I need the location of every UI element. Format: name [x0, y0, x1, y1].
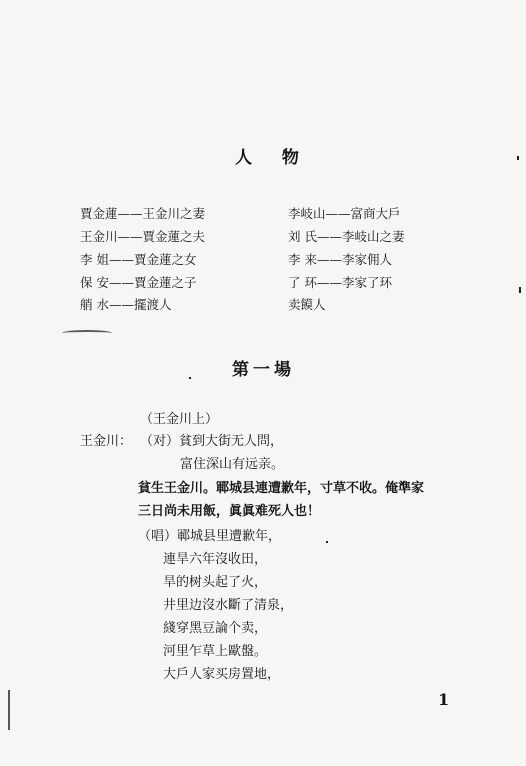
- sung-line: （唱）鄆城县里遭歉年，: [138, 529, 282, 544]
- page-number: 1: [438, 690, 450, 709]
- sung-line: 旱的树头起了火，: [163, 575, 268, 590]
- scan-dot: [519, 287, 521, 293]
- cast-entry: 李 来——李家佣人: [288, 252, 392, 267]
- sung-line: 綫穿黑豆論个卖，: [163, 621, 268, 636]
- sung-line: 井里边沒水斷了清泉，: [163, 598, 294, 613]
- sung-line: 大戶人家买房置地，: [163, 667, 281, 682]
- couplet-line: （对）貧到大街无人問，: [140, 434, 284, 449]
- scan-dot: [517, 156, 519, 160]
- characters-title: 人 物: [235, 148, 311, 168]
- cast-entry: 王金川——賈金蓮之夫: [80, 229, 206, 244]
- cast-entry: 卖饃人: [288, 297, 326, 312]
- cast-entry: 李 姐——賈金蓮之女: [80, 252, 197, 267]
- scan-dot: [189, 377, 191, 379]
- scene-title: 第一場: [232, 360, 295, 380]
- sung-line: 河里乍草上歐盤。: [163, 644, 268, 659]
- couplet-line: 富住深山有远亲。: [180, 457, 285, 472]
- cast-entry: 李岐山——富商大戶: [288, 206, 401, 221]
- cast-entry: 賈金蓮——王金川之妻: [80, 206, 206, 221]
- speech-line: 貧生王金川。鄆城县連遭歉年，寸草不收。俺準家: [138, 481, 425, 496]
- speaker-name: 王金川：: [80, 434, 133, 449]
- scan-dot: [326, 541, 328, 543]
- cast-entry: 刘 氏——李岐山之妻: [288, 229, 405, 244]
- sung-line: 連旱六年沒收田，: [163, 552, 268, 567]
- cast-entry: 了 环——李家了环: [288, 275, 392, 290]
- speech-line: 三日尚未用飯，眞眞难死人也！: [138, 504, 321, 519]
- cast-entry: 艄 水——擺渡人: [80, 297, 172, 312]
- ink-smudge: [62, 330, 112, 336]
- scan-line-left: [8, 690, 10, 730]
- cast-entry: 保 安——賈金蓮之子: [80, 275, 197, 290]
- stage-direction: （王金川上）: [140, 412, 219, 427]
